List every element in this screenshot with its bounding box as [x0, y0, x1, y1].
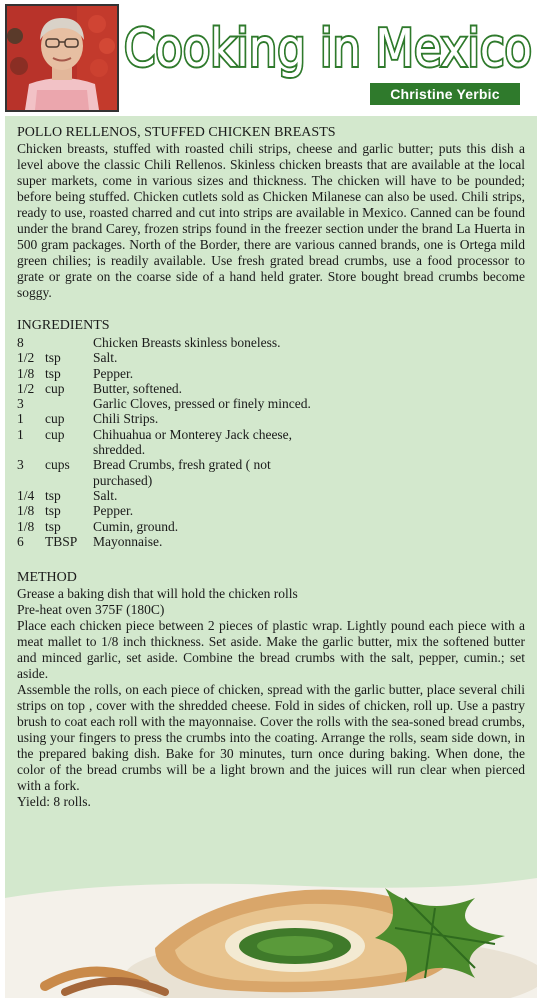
ingredient-item: Chili Strips. — [93, 411, 159, 427]
ingredient-item: Pepper. — [93, 503, 134, 519]
ingredient-unit: tsp — [45, 365, 61, 381]
ingredient-row — [17, 457, 323, 488]
ingredient-row — [17, 519, 323, 534]
ingredient-row — [17, 411, 323, 426]
ingredient-item: Bread Crumbs, fresh grated ( not purchased) — [93, 457, 271, 488]
recipe-title: POLLO RELLENOS, STUFFED CHICKEN BREASTS — [17, 125, 336, 140]
ingredient-row — [17, 488, 323, 503]
ingredient-row — [17, 427, 323, 458]
ingredient-qty: 1/8 — [17, 365, 35, 381]
method-heading: METHOD — [17, 570, 77, 586]
ingredient-qty: 1/8 — [17, 518, 35, 534]
ingredient-unit: cup — [45, 380, 65, 396]
ingredient-qty: 1/4 — [17, 487, 35, 503]
author-portrait-image — [7, 6, 117, 110]
ingredient-row — [17, 381, 323, 396]
ingredient-unit: TBSP — [45, 533, 78, 549]
ingredient-item: Butter, softened. — [93, 380, 183, 396]
method-step: Place each chicken piece between 2 pieces of plastic wrap. Lightly pound each piece with a meat mallet to 1/8 inch thickness. Set aside. Make the garlic butter, mix the softened butter and minced garlic, set aside. Combine the bread crumbs with the salt, pepper, cumin.; set aside. — [17, 618, 525, 682]
ingredient-row — [17, 366, 323, 381]
masthead-title: Cooking in Mexico — [124, 19, 532, 79]
ingredient-qty: 1 — [17, 411, 24, 427]
ingredient-row — [17, 396, 323, 411]
ingredient-qty: 1/8 — [17, 503, 35, 519]
ingredient-row — [17, 503, 323, 518]
stuffed-chicken-photo — [5, 858, 537, 998]
ingredient-qty: 1/2 — [17, 350, 35, 366]
ingredient-qty: 3 — [17, 396, 24, 412]
ingredient-item: Chicken Breasts skinless boneless. — [93, 335, 281, 350]
ingredient-item: Garlic Cloves, pressed or finely minced. — [93, 396, 311, 412]
method-step: Pre-heat oven 375F (180C) — [17, 602, 165, 618]
ingredient-item: Cumin, ground. — [93, 518, 179, 534]
ingredient-qty: 8 — [17, 335, 24, 350]
method-step: Yield: 8 rolls. — [17, 794, 91, 810]
ingredient-item: Salt. — [93, 350, 118, 366]
ingredient-item: Mayonnaise. — [93, 533, 163, 549]
method-steps — [17, 586, 525, 810]
ingredient-qty: 1/2 — [17, 380, 35, 396]
method-step: Assemble the rolls, on each piece of chicken, spread with the garlic butter, place several chili strips on top , cover with the shredded cheese. Fold in sides of chicken, roll up. Use a pastry brush to coat each roll with the mayonnaise. Cover the rolls with the sea-soned bread crumbs, using your fingers to press the crumbs into the coating. Arrange the rolls, seam side down, in the prepared baking dish. Bake for 30 minutes, turn once during baking. When done, the color of the bread crumbs will be a light brown and the juices will run clear when pierced with a fork. — [17, 682, 525, 794]
ingredient-item: Pepper. — [93, 365, 134, 381]
ingredient-unit: tsp — [45, 487, 61, 503]
ingredient-qty: 6 — [17, 533, 24, 549]
ingredients-table — [17, 335, 323, 549]
ingredient-row — [17, 335, 323, 350]
masthead-logo — [120, 4, 536, 84]
ingredient-unit: tsp — [45, 350, 61, 366]
page-header — [0, 0, 541, 116]
ingredient-unit: cup — [45, 411, 65, 427]
ingredient-unit: tsp — [45, 518, 61, 534]
method-step: Grease a baking dish that will hold the chicken rolls — [17, 586, 298, 602]
ingredient-unit: tsp — [45, 503, 61, 519]
ingredients-heading: INGREDIENTS — [17, 318, 110, 333]
ingredient-row — [17, 534, 323, 549]
ingredient-unit: cup — [45, 426, 65, 442]
author-photo — [5, 4, 119, 112]
ingredient-row — [17, 350, 323, 365]
ingredient-unit — [45, 396, 93, 411]
ingredient-unit: cups — [45, 457, 70, 473]
ingredient-item: Salt. — [93, 487, 118, 503]
masthead-title-fill: Cooking in Mexico — [124, 19, 532, 79]
author-byline: Christine Yerbic — [370, 83, 520, 105]
recipe-intro: Chicken breasts, stuffed with roasted chili strips, cheese and garlic butter; puts this dish a level above the classic Chili Rellenos. Skinless chicken breasts that are available at the local super markets, come in various sizes and thickness. The chicken will have to be pounded; before being stuffed. Chicken cutlets sold as Chicken Milanese can also be used. Chili strips, ready to use, roasted charred and cut into strips are available in Mexico. Canned can be found under the brand Carey, frozen strips found in the freezer section under the brand La Huerta in 500 gram packages. North of the Border, there are various canned brands, one is Ortega mild green chilies; is readily available. Use fresh grated bread crumbs, use a food processor to grate or grate on the coarse side of a hand held grater. Store bought bread crumbs become soggy. — [17, 141, 525, 300]
ingredient-qty: 1 — [17, 426, 24, 442]
recipe-content — [17, 124, 525, 810]
ingredient-item: Chihuahua or Monterey Jack cheese, shredded. — [93, 426, 293, 458]
ingredient-unit — [45, 335, 93, 350]
ingredient-qty: 3 — [17, 457, 24, 473]
